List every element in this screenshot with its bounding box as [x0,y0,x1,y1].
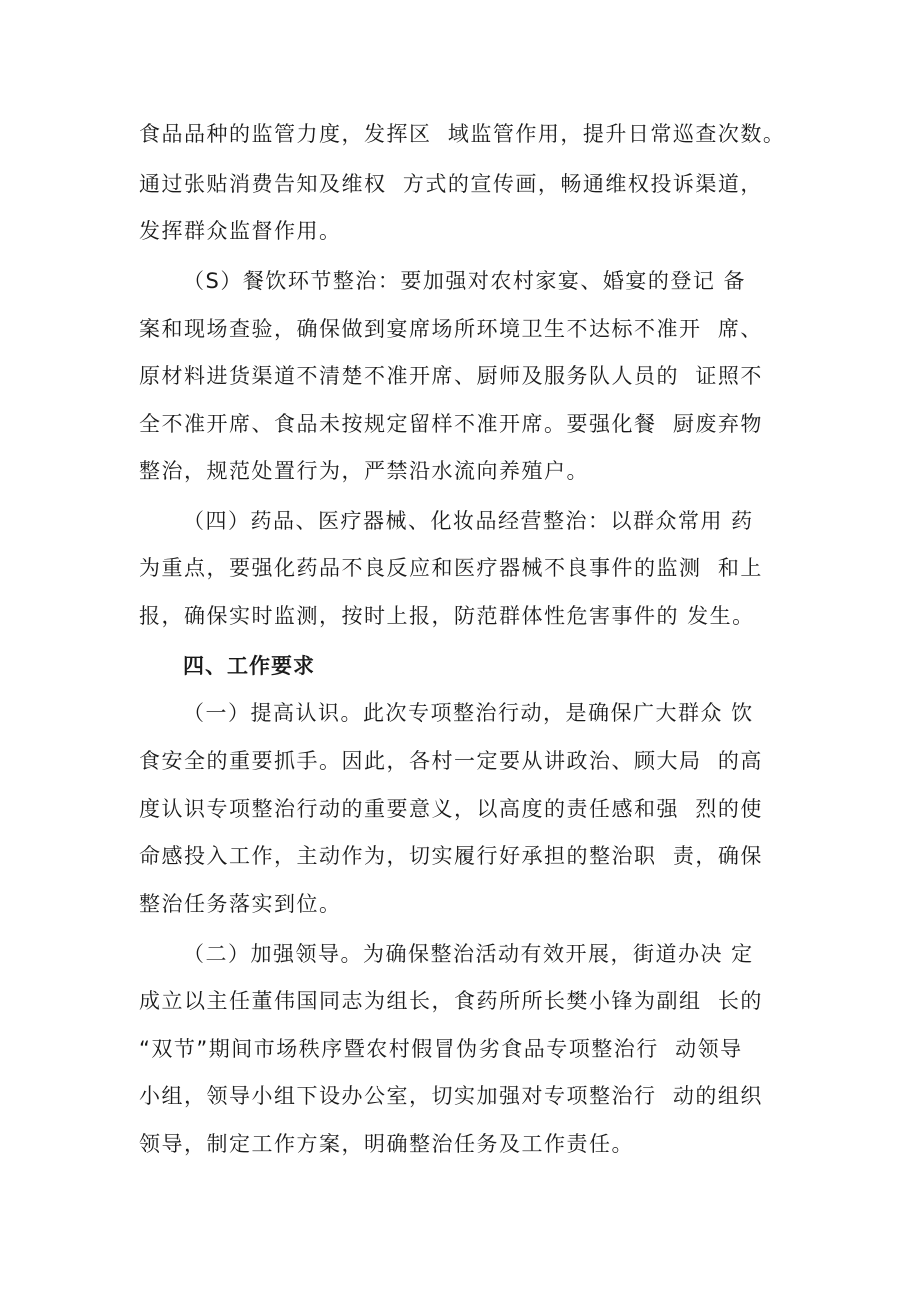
paragraph-line: 度认识专项整治行动的重要意义，以高度的责任感和强 烈的使 [139,797,763,821]
paragraph-line: 整治任务落实到位。 [139,892,342,916]
paragraph-line: 通过张贴消费告知及维权 方式的宣传画，畅通维权投诉渠道， [139,172,763,196]
paragraph-line: 原材料进货渠道不清楚不准开席、厨师及服务队人员的 证照不 [139,364,763,388]
paragraph-line: （二）加强领导。为确保整治活动有效开展，街道办决 定 [183,942,754,966]
paragraph-line: 案和现场查验，确保做到宴席场所环境卫生不达标不准开 席、 [139,317,763,341]
paragraph-line: 小组，领导小组下设办公室，切实加强对专项整治行 动的组织 [139,1084,763,1108]
paragraph-line: 发挥群众监督作用。 [139,219,342,243]
paragraph-line: 领导，制定工作方案，明确整治任务及工作责任。 [139,1132,634,1156]
paragraph-line: 报，确保实时监测，按时上报，防范群体性危害事件的 发生。 [139,604,755,628]
paragraph-line: 整治，规范处置行为，严禁沿水流向养殖户。 [139,459,589,483]
paragraph-line: 命感投入工作，主动作为，切实履行好承担的整治职 责，确保 [139,844,763,868]
paragraph-line: （一）提高认识。此次专项整治行动，是确保广大群众 饮 [183,701,754,725]
paragraph-line: “双节”期间市场秩序暨农村假冒伪劣食品专项整治行 动领导 [139,1037,743,1061]
paragraph-line: 食安全的重要抓手。因此，各村一定要从讲政治、顾大局 的高 [139,749,763,773]
paragraph-line: 食品品种的监管力度，发挥区 域监管作用，提升日常巡查次数。 [139,122,786,146]
paragraph-line: 成立以主任董伟国同志为组长，食药所所长樊小锋为副组 长的 [139,989,763,1013]
paragraph-line: （四）药品、医疗器械、化妆品经营整治：以群众常用 药 [183,509,754,533]
paragraph-line: 为重点，要强化药品不良反应和医疗器械不良事件的监测 和上 [139,556,763,580]
paragraph-line: （S）餐饮环节整治：要加强对农村家宴、婚宴的登记 备 [183,269,747,293]
section-heading: 四、工作要求 [183,654,315,678]
paragraph-line: 全不准开席、食品未按规定留样不准开席。要强化餐 厨废弃物 [139,412,763,436]
